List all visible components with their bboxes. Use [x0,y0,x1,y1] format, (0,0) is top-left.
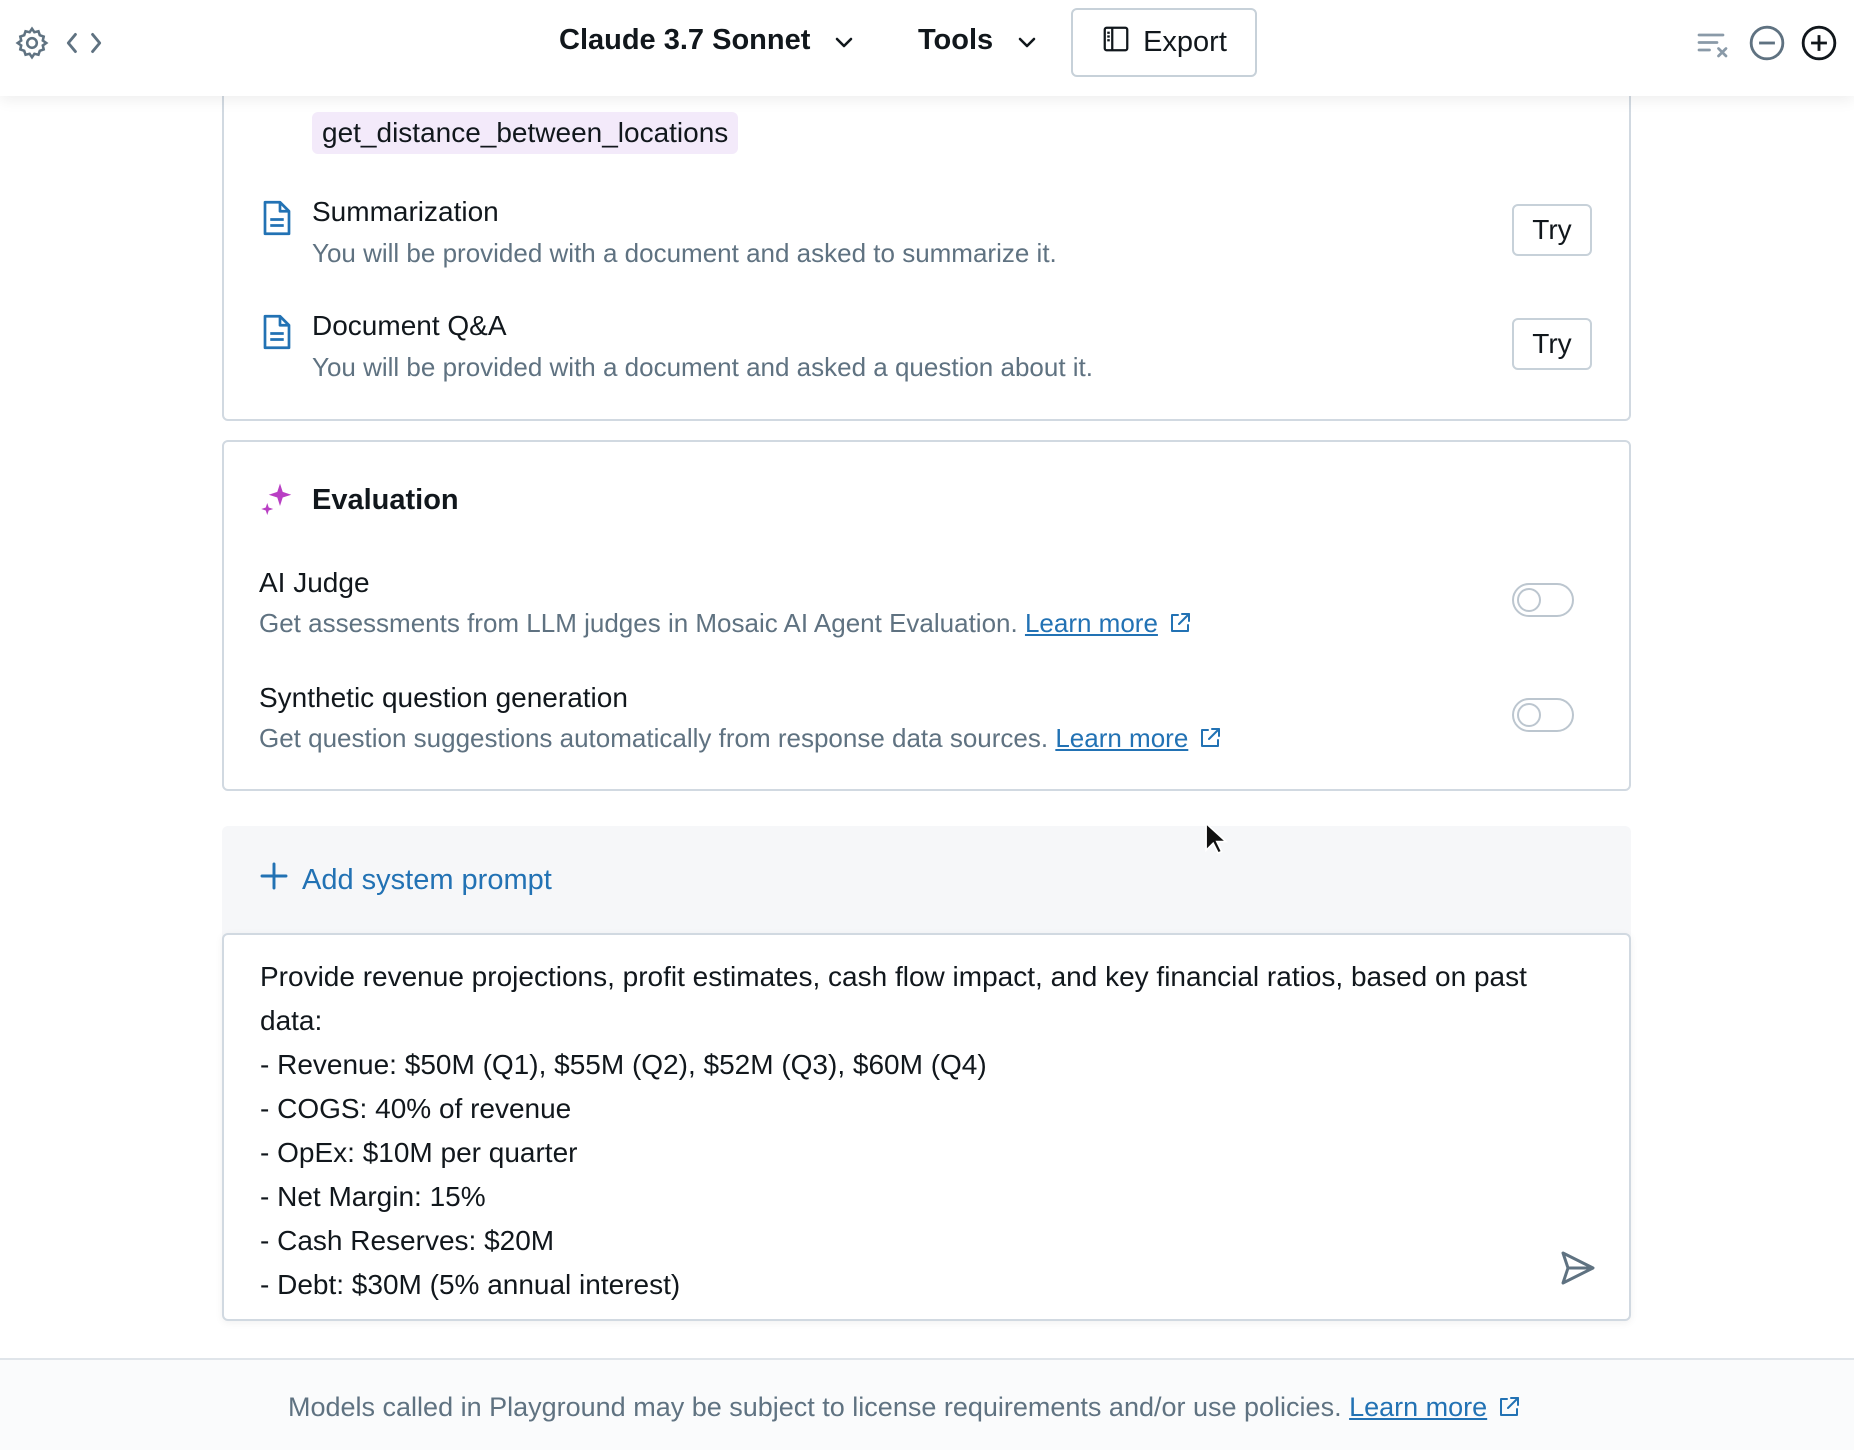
toggle-knob [1517,588,1541,612]
prompt-text[interactable]: Provide revenue projections, profit estimates, cash flow impact, and key financial ratios, based on past data: - Revenue: $50M (Q1), $55M (Q2), $52M (Q3), $60M (Q4) - COGS: 40% of revenue - OpEx: $10M per quarter - Net Margin: 15% - Cash Reserves: $20M - Debt: $30M (5% annual interest) [260,961,1527,1300]
model-selector[interactable] [559,24,854,57]
task-description: You will be provided with a document and asked to summarize it. [312,238,1057,268]
footer-notice [288,1392,1521,1426]
chevron-down-icon [1017,24,1037,57]
ai-judge-description-row [259,608,1192,642]
ai-judge-toggle[interactable] [1512,583,1574,617]
add-system-prompt-button[interactable] [258,860,552,900]
add-system-prompt-label: Add system prompt [302,863,552,896]
mouse-cursor-icon [1204,822,1228,861]
plus-icon [258,860,290,900]
send-icon[interactable] [1558,1248,1598,1293]
zoom-in-icon[interactable] [1800,24,1838,62]
export-panel-icon [1101,24,1131,62]
external-link-icon[interactable] [1168,611,1192,642]
tools-label: Tools [918,24,994,56]
external-link-icon[interactable] [1497,1395,1521,1426]
gear-icon[interactable] [14,25,50,61]
top-toolbar [0,0,1854,96]
task-title-document-qa: Document Q&A [312,310,507,341]
evaluation-title: Evaluation [312,484,459,516]
synthetic-question-title: Synthetic question generation [259,682,628,713]
footer [0,1358,1854,1450]
external-link-icon[interactable] [1198,726,1222,757]
clear-list-icon[interactable] [1696,28,1732,60]
footer-text: Models called in Playground may be subject to license requirements and/or use policies. [288,1392,1342,1422]
toggle-knob [1517,703,1541,727]
export-label: Export [1143,26,1227,58]
ai-judge-title: AI Judge [259,567,370,598]
document-icon [262,314,292,355]
tools-selector[interactable] [918,24,1037,57]
synthetic-question-toggle[interactable] [1512,698,1574,732]
synthetic-question-learn-more-link[interactable]: Learn more [1055,723,1189,753]
ai-judge-learn-more-link[interactable]: Learn more [1024,608,1158,638]
synthetic-question-description: Get question suggestions automatically from response data sources. [259,723,1049,753]
document-icon [262,200,292,241]
sparkle-icon [259,482,295,523]
footer-learn-more-link[interactable]: Learn more [1349,1392,1488,1422]
code-icon[interactable] [64,28,104,58]
try-summarization-button[interactable]: Try [1512,204,1592,256]
model-label: Claude 3.7 Sonnet [559,24,811,56]
tool-chip: get_distance_between_locations [312,112,738,154]
export-button[interactable] [1071,8,1257,77]
zoom-out-icon[interactable] [1748,24,1786,62]
task-description: You will be provided with a document and asked a question about it. [312,352,1094,382]
synthetic-question-description-row [259,723,1222,757]
prompt-input[interactable] [222,933,1631,1321]
try-document-qa-button[interactable]: Try [1512,318,1592,370]
chevron-down-icon [834,24,854,57]
ai-judge-description: Get assessments from LLM judges in Mosaic AI Agent Evaluation. [259,608,1018,638]
task-title-summarization: Summarization [312,196,499,227]
